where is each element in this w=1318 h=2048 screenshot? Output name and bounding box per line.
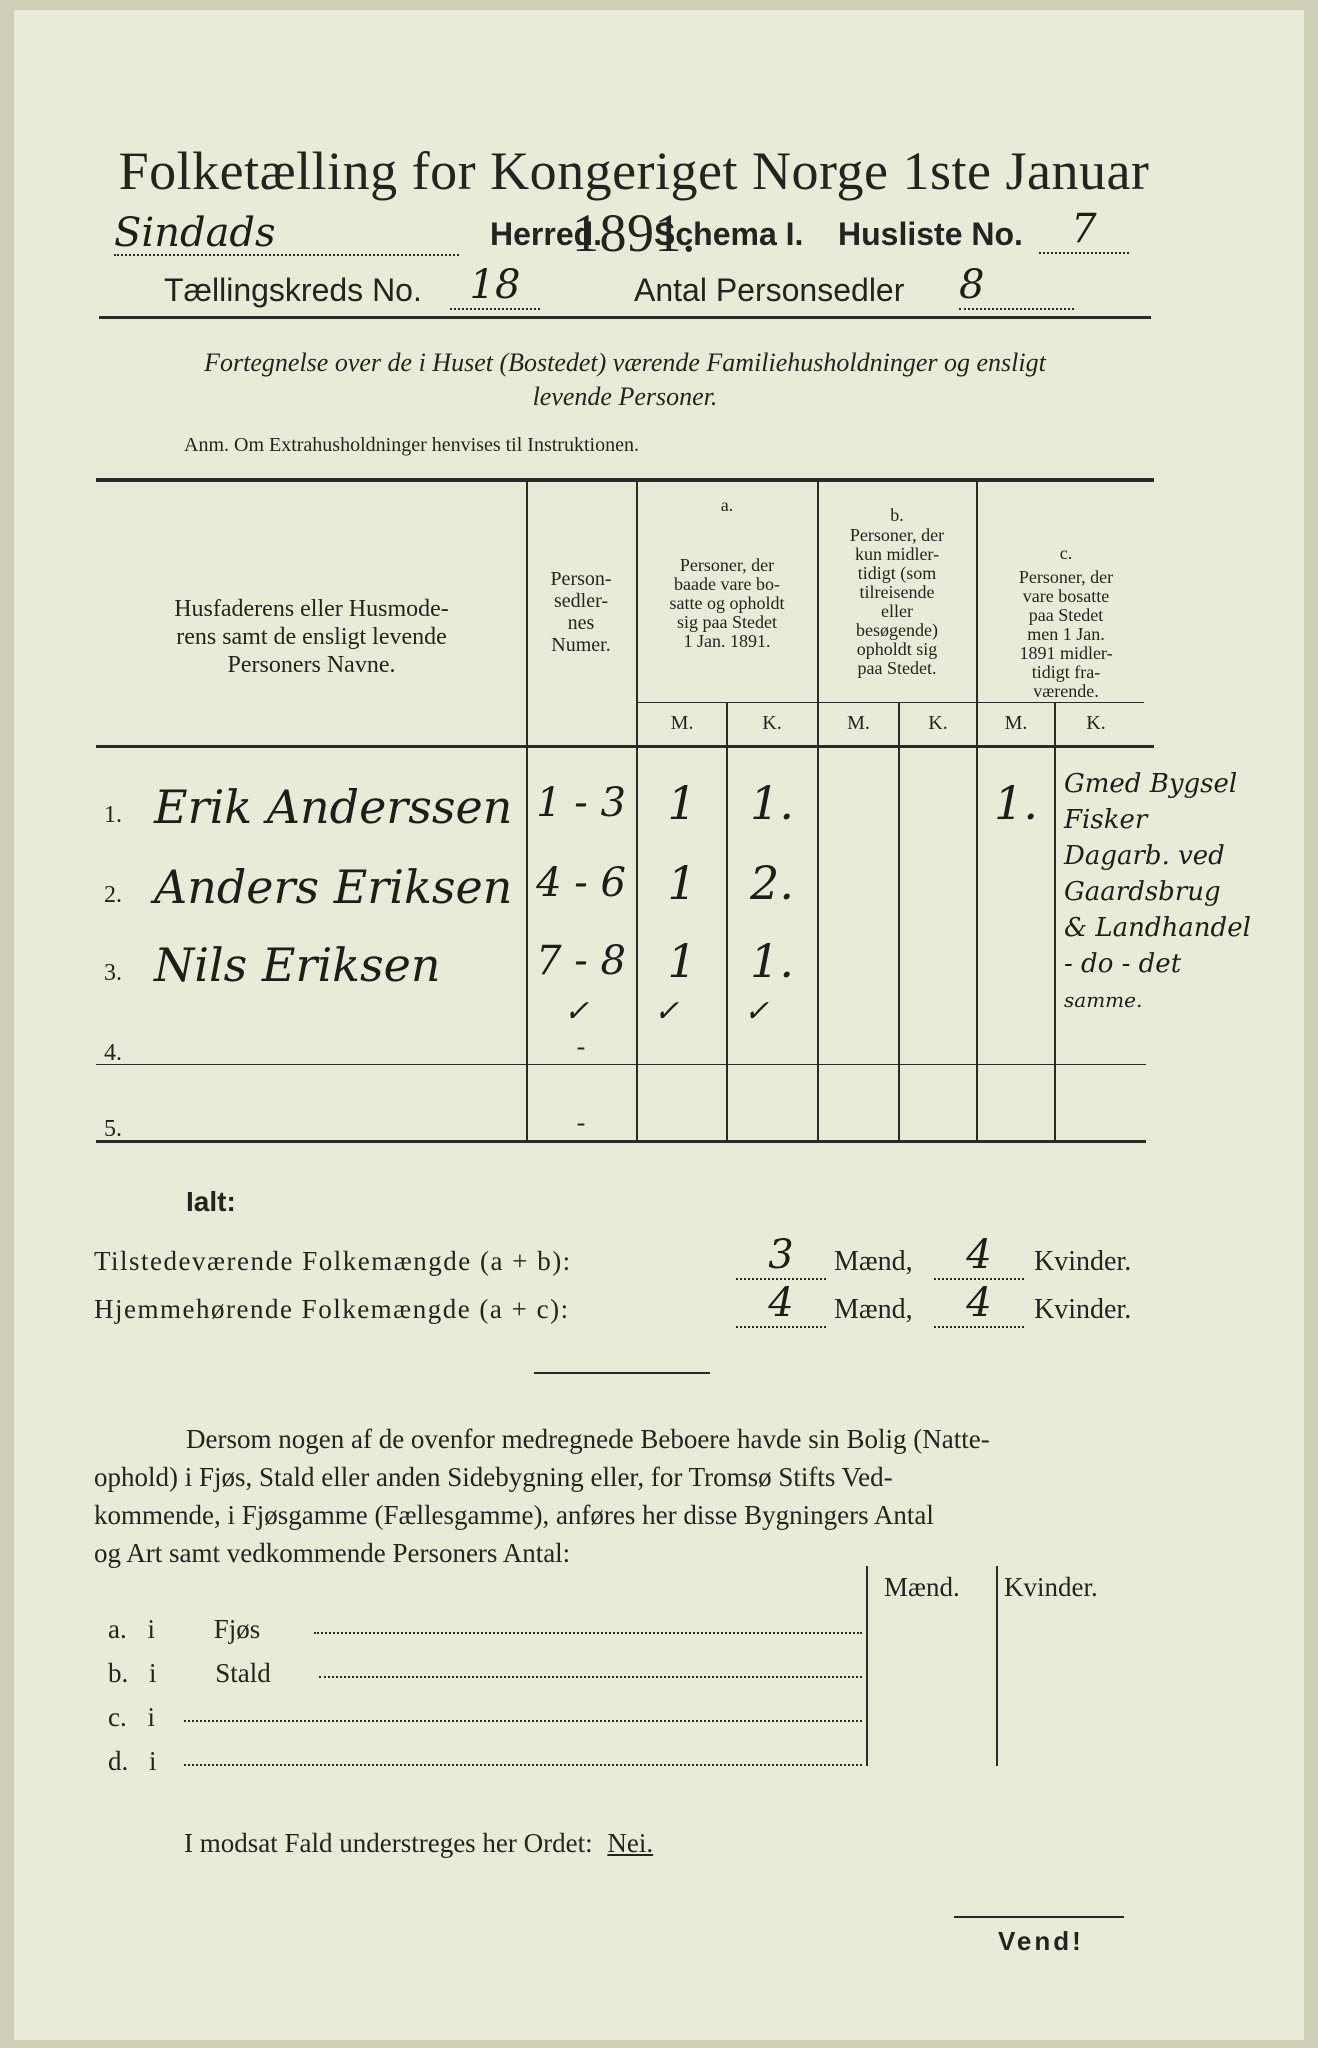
a-m-value: 1: [667, 856, 697, 910]
col-c-header-line: paa Stedet: [1028, 605, 1104, 625]
col-name-header: [104, 595, 519, 679]
col-numer-header-line: nes: [567, 612, 595, 634]
c-m-value: 1.: [994, 776, 1038, 830]
kvinder-column-header: Kvinder.: [1004, 1572, 1098, 1602]
nei-word: Nei.: [607, 1828, 654, 1858]
mk-divider: [636, 702, 1144, 703]
intro-line-1: Fortegnelse over de i Huset (Bostedet) værende Familiehusholdninger og ensligt: [204, 348, 1046, 377]
antal-personsedler-label: Antal Personsedler: [634, 272, 905, 308]
row-prefix: i: [147, 1702, 155, 1732]
buildings-paragraph: [94, 1420, 1150, 1572]
tilstede-kvinder-value: 4: [934, 1232, 1024, 1280]
fjos-entry-line: [314, 1632, 862, 1634]
building-row-a: [108, 1614, 260, 1645]
c-m-label: M.: [1004, 712, 1028, 734]
hjemme-kvinder-label: Kvinder.: [1034, 1294, 1132, 1325]
building-row-c: [108, 1702, 155, 1733]
row-prefix: i: [147, 1614, 155, 1644]
personsedler-numer: 4 - 6: [536, 860, 626, 906]
table-top-border: [96, 478, 1154, 482]
b-m-label: M.: [847, 712, 870, 734]
tilstede-kvinder-label: Kvinder.: [1034, 1246, 1132, 1277]
col-b-header-line: besøgende): [856, 620, 938, 640]
row-label: Stald: [215, 1658, 271, 1688]
person-name: Anders Eriksen: [154, 860, 513, 914]
table-header-border: [96, 745, 1154, 748]
maend-column-line: [866, 1566, 868, 1766]
row-letter: c.: [108, 1702, 127, 1732]
row-prefix: i: [149, 1658, 157, 1688]
col-numer-header-line: sedler-: [553, 590, 608, 612]
hjemme-maend-value: 4: [736, 1280, 826, 1328]
maend-column-header: Mænd.: [884, 1572, 960, 1602]
col-divider-a-mk: [726, 702, 728, 1142]
husliste-label: Husliste No.: [838, 216, 1023, 252]
col-c-header-line: Personer, der: [1018, 567, 1114, 587]
modsat-label: I modsat Fald understreges her Ordet:: [184, 1828, 593, 1858]
tilstede-maend-label: Mænd,: [834, 1246, 913, 1277]
table-bottom-border: [96, 1140, 1146, 1143]
col-b-header-line: kun midler-: [854, 544, 940, 564]
paragraph-line: kommende, i Fjøsgamme (Fællesgamme), anføres her disse Bygningers Antal: [94, 1500, 934, 1530]
col-divider-c-mk: [1054, 702, 1056, 1142]
occupation-note: Gaardsbrug: [1064, 877, 1221, 907]
building-row-d: [108, 1746, 157, 1777]
a-k-value: 2.: [750, 856, 794, 910]
occupation-note: - do - det: [1064, 949, 1182, 979]
kvinder-column-line: [996, 1566, 998, 1766]
row-letter: a.: [108, 1614, 127, 1644]
person-name: Nils Eriksen: [154, 938, 441, 992]
occupation-note: Dagarb. ved: [1064, 841, 1225, 871]
form-title: Folketælling for Kongeriget Norge 1ste Januar 1891.: [118, 141, 1150, 263]
row-letter: b.: [108, 1658, 129, 1688]
husliste-value: 7: [1039, 206, 1129, 254]
col-b-header-line: eller: [881, 601, 913, 621]
vend-text: Vend!: [998, 1926, 1084, 1956]
col-name-header-line: Personers Navne.: [227, 652, 396, 678]
occupation-notes: [1064, 766, 1304, 1018]
row-number: 3.: [104, 960, 122, 986]
taellingskreds-value: 18: [450, 262, 540, 310]
antal-personsedler-value: 8: [959, 262, 1074, 310]
entry-line-c: [184, 1720, 862, 1722]
occupation-note: samme.: [1064, 988, 1143, 1012]
personsedler-numer: -: [576, 1032, 586, 1061]
col-a-header-line: Personer, der: [679, 555, 775, 575]
col-c-header-line: vare bosatte: [1022, 586, 1110, 606]
col-c-letter: c.: [1059, 543, 1073, 563]
col-a-letter: a.: [720, 495, 734, 515]
anm-note: Anm. Om Extrahusholdninger henvises til Instruktionen.: [184, 434, 639, 456]
herred-value: Sindads: [114, 210, 459, 256]
col-c-header-line: 1891 midler-: [1019, 643, 1113, 663]
col-c-header: [978, 568, 1154, 701]
col-b-header-line: tilreisende: [859, 582, 935, 602]
a-k-value: 1.: [750, 934, 794, 988]
row-letter: d.: [108, 1746, 129, 1776]
modsat-fald-text: [184, 1828, 653, 1859]
row-label: Fjøs: [213, 1614, 261, 1644]
personsedler-numer: 7 - 8: [536, 938, 626, 984]
personsedler-numer: 1 - 3: [536, 780, 626, 826]
a-k-value: 1.: [750, 776, 794, 830]
row-number: 5.: [104, 1116, 122, 1142]
occupation-note: Gmed Bygsel: [1064, 769, 1238, 799]
col-a-header-line: satte og opholdt: [669, 593, 785, 613]
occupation-note: Fisker: [1064, 805, 1148, 835]
vend-rule: [954, 1916, 1124, 1918]
col-b-header-line: tidigt (som: [857, 563, 937, 583]
intro-line-2: levende Personer.: [532, 382, 718, 411]
section-divider: [534, 1372, 710, 1374]
col-a-header-line: baade vare bo-: [674, 574, 780, 594]
a-k-label: K.: [762, 712, 782, 734]
b-k-label: K.: [928, 712, 948, 734]
paragraph-line: Dersom nogen af de ovenfor medregnede Beboere havde sin Bolig (Natte-: [186, 1424, 990, 1454]
col-b-header-line: Personer, der: [849, 525, 945, 545]
col-numer-header: [528, 568, 634, 656]
header-divider: [99, 316, 1151, 319]
paragraph-line: ophold) i Fjøs, Stald eller anden Sidebygning eller, for Tromsø Stifts Ved-: [94, 1462, 893, 1492]
check-mark: ✓: [744, 994, 770, 1029]
ialt-label: Ialt:: [186, 1186, 236, 1217]
col-c-header-line: værende.: [1033, 681, 1099, 701]
tilstede-label: Tilstedeværende Folkemængde (a + b):: [94, 1246, 572, 1276]
occupation-note: & Landhandel: [1064, 913, 1251, 943]
col-divider-b-mk: [898, 702, 900, 1142]
hjemme-label: Hjemmehørende Folkemængde (a + c):: [94, 1294, 570, 1324]
a-m-value: 1: [667, 934, 697, 988]
col-numer-header-line: Person-: [550, 568, 612, 590]
census-form-page: [14, 10, 1304, 2040]
check-mark: ✓: [654, 994, 680, 1029]
col-c-header-line: men 1 Jan.: [1027, 624, 1105, 644]
col-name-header-line: rens samt de ensligt levende: [176, 624, 447, 650]
entry-line-d: [184, 1764, 862, 1766]
check-mark: ✓: [564, 994, 590, 1029]
row-number: 2.: [104, 882, 122, 908]
taellingskreds-label: Tællingskreds No.: [164, 272, 422, 308]
c-k-label: K.: [1086, 712, 1106, 734]
a-m-value: 1: [667, 776, 697, 830]
col-numer-header-line: Numer.: [551, 634, 611, 656]
col-b-header-line: paa Stedet.: [857, 658, 937, 678]
personsedler-numer: -: [576, 1108, 586, 1137]
stald-entry-line: [319, 1676, 862, 1678]
herred-label: Herred.: [490, 216, 603, 252]
paragraph-line: og Art samt vedkommende Personers Antal:: [94, 1538, 571, 1568]
col-a-header-line: sig paa Stedet: [677, 612, 777, 632]
col-name-header-line: Husfaderens eller Husmode-: [174, 596, 449, 622]
row-number: 4.: [104, 1040, 122, 1066]
row-number: 1.: [104, 802, 122, 828]
building-row-b: [108, 1658, 271, 1689]
tilstede-maend-value: 3: [736, 1232, 826, 1280]
col-a-header-line: 1 Jan. 1891.: [683, 631, 771, 651]
col-b-header: [819, 526, 975, 678]
col-b-letter: b.: [890, 505, 904, 525]
hjemme-maend-label: Mænd,: [834, 1294, 913, 1325]
col-c-header-line: tidigt fra-: [1031, 662, 1101, 682]
hjemme-kvinder-value: 4: [934, 1280, 1024, 1328]
schema-label: Schema I.: [654, 216, 804, 252]
col-b-header-line: opholdt sig: [856, 639, 938, 659]
person-name: Erik Anderssen: [154, 780, 513, 834]
row-line-4: [96, 1064, 1146, 1065]
col-a-header: [638, 556, 816, 651]
a-m-label: M.: [670, 712, 694, 734]
row-prefix: i: [149, 1746, 157, 1776]
